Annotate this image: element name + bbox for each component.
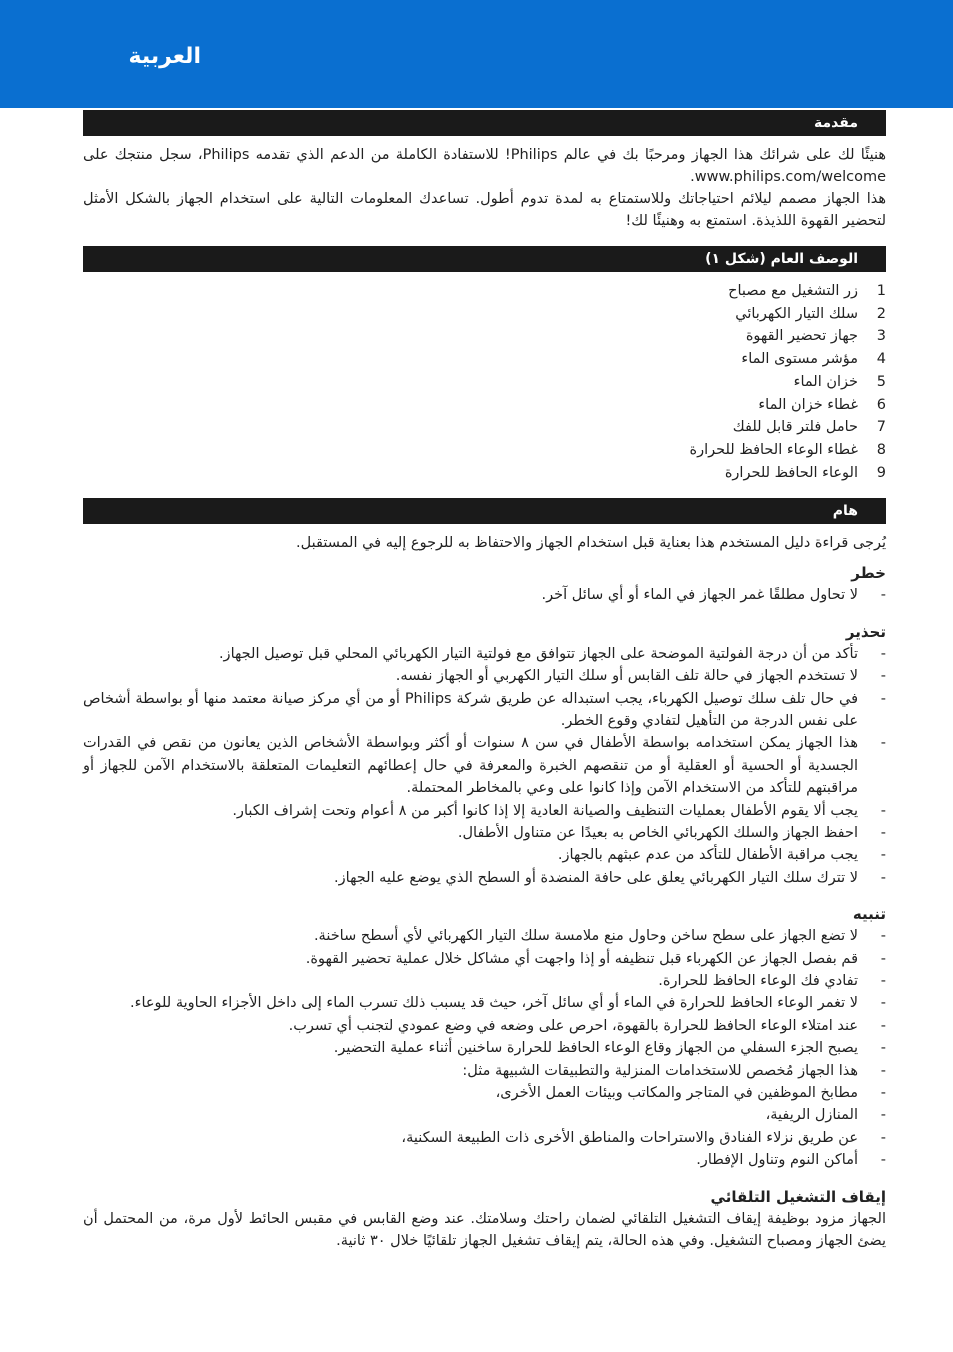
warning-heading: تحذير xyxy=(845,622,886,641)
item-text: لا تضع الجهاز على سطح ساخن وحاول منع ملامسة سلك التيار الكهربائي لأي أسطح ساخنة. xyxy=(313,928,858,945)
list-item: - هذا الجهاز مُخصص للاستخدامات المنزلية والتطبيقات الشبيهة مثل: xyxy=(83,1060,886,1082)
item-number: 8 xyxy=(876,441,886,458)
list-item: - هذا الجهاز يمكن استخدامه بواسطة الأطفال في سن ٨ سنوات أو أكثر وبواسطة الأشخاص الذين يعانون من نقص في القدرات الجسدية أو الحسية أو العقلية أو من تنقصهم الخبرة والمعرفة في حال إعطائهم التعليمات المتعلقة بالاستخدام الآمن للجهاز أو مراقبتهم للتأكد من الاستخدام الآمن وإذا كانوا على وعي بالمخاطر المحتملة. xyxy=(83,732,886,799)
caution-list xyxy=(83,925,886,1171)
list-item: - قم بفصل الجهاز عن الكهرباء قبل تنظيفه أو إذا واجهت أي مشاكل خلال عملية تحضير القهوة. xyxy=(83,948,886,970)
item-text: حامل فلتر قابل للفك xyxy=(732,419,858,436)
item-text: لا تترك سلك التيار الكهربائي يعلق على حافة المنضدة أو السطح الذي يوضع عليه الجهاز. xyxy=(334,869,858,886)
item-text: لا تستخدم الجهاز في حالة تلف القابس أو سلك التيار الكهربي أو الجهاز نفسه. xyxy=(395,668,858,685)
item-text: هذا الجهاز مُخصص للاستخدامات المنزلية والتطبيقات الشبيهة مثل: xyxy=(462,1062,858,1079)
list-item: - المنازل الريفية، xyxy=(83,1104,886,1126)
item-text: مؤشر مستوى الماء xyxy=(741,351,858,368)
list-item: - عن طريق نزلاء الفنادق والاستراحات والمناطق الأخرى ذات الطبيعة السكنية، xyxy=(83,1127,886,1149)
item-text: لا تحاول مطلقًا غمر الجهاز في الماء أو أي سائل آخر. xyxy=(541,587,858,604)
parts-list-item xyxy=(83,416,886,439)
item-number: 9 xyxy=(876,464,886,481)
intro-paragraph-1: هنيئًا لك على شرائك هذا الجهاز ومرحبًا بك في عالم Philips! للاستفادة الكاملة من الدعم الذي تقدمه Philips، سجل منتجك على www.philips.com/welcome. xyxy=(83,147,886,185)
list-item: - عند امتلاء الوعاء الحافظ للحرارة بالقهوة، احرص على وضعه في وضع عمودي لتجنب أي تسرب. xyxy=(83,1015,886,1037)
item-text: مطابخ الموظفين في المتاجر والمكاتب وبيئات العمل الأخرى، xyxy=(495,1085,858,1102)
parts-list-item xyxy=(83,280,886,303)
autooff-heading: إيقاف التشغيل التلقائي xyxy=(710,1187,886,1206)
parts-list-item xyxy=(83,439,886,462)
item-number: 6 xyxy=(876,396,886,413)
item-text: الوعاء الحافظ للحرارة xyxy=(724,464,858,481)
item-text: تأكد من أن درجة الفولتية الموضحة على الجهاز تتوافق مع فولتية التيار الكهربائي المحلي قبل توصيل الجهاز. xyxy=(218,645,858,662)
item-number: 3 xyxy=(876,328,886,345)
parts-list-item xyxy=(83,371,886,394)
item-text: تفادي فك الوعاء الحافظ للحرارة. xyxy=(658,973,858,990)
item-text: في حال تلف سلك توصيل الكهرباء، يجب استبداله عن طريق شركة Philips أو من أي مركز صيانة معتمد منها أو بواسطة أشخاص على نفس الدرجة من التأهيل لتفادي وقوع الخطر. xyxy=(83,690,859,729)
parts-list xyxy=(83,280,886,484)
list-item: - لا تغمر الوعاء الحافظ للحرارة في الماء أو أي سائل آخر، حيث قد يسبب ذلك تسرب الماء إلى داخل الأجزاء الحاوية للوعاء. xyxy=(83,992,886,1014)
parts-list-item xyxy=(83,462,886,485)
section-bar-intro: مقدمة xyxy=(83,110,886,136)
item-text: عند امتلاء الوعاء الحافظ للحرارة بالقهوة، احرص على وضعه في وضع عمودي لتجنب أي تسرب. xyxy=(288,1017,858,1034)
item-number: 1 xyxy=(876,283,886,299)
important-intro: يُرجى قراءة دليل المستخدم هذا بعناية قبل استخدام الجهاز والاحتفاظ به للرجوع إليه في المستقبل. xyxy=(296,535,886,552)
section-bar-important: هام xyxy=(83,498,886,524)
item-text: يجب ألا يقوم الأطفال بعمليات التنظيف والصيانة العادية إلا إذا كانوا أكبر من ٨ أعوام وتحت إشراف الكبار. xyxy=(232,802,858,819)
list-item: - لا تضع الجهاز على سطح ساخن وحاول منع ملامسة سلك التيار الكهربائي لأي أسطح ساخنة. xyxy=(83,925,886,947)
caution-heading: تنبيه xyxy=(852,905,886,924)
list-item: - تفادي فك الوعاء الحافظ للحرارة. xyxy=(83,970,886,992)
item-text: زر التشغيل مع مصباح xyxy=(728,283,858,299)
item-text: لا تغمر الوعاء الحافظ للحرارة في الماء أو أي سائل آخر، حيث قد يسبب ذلك تسرب الماء إلى داخل الأجزاء الحاوية للوعاء. xyxy=(130,995,858,1012)
item-number: 5 xyxy=(876,373,886,390)
item-number: 4 xyxy=(876,351,886,368)
list-item: - مطابخ الموظفين في المتاجر والمكاتب وبيئات العمل الأخرى، xyxy=(83,1082,886,1104)
intro-paragraph-2: هذا الجهاز مصمم ليلائم احتياجاتك وللاستمتاع به لمدة تدوم أطول. تساعدك المعلومات التالية على استخدام الجهاز بالشكل الأمثل لتحضير القهوة اللذيذة. استمتع به وهنيئًا لك! xyxy=(83,191,886,229)
item-text: عن طريق نزلاء الفنادق والاستراحات والمناطق الأخرى ذات الطبيعة السكنية، xyxy=(401,1129,858,1146)
autooff-paragraph: الجهاز مزود بوظيفة إيقاف التشغيل التلقائي لضمان راحتك وسلامتك. عند وضع القابس في مقبس الحائط لأول مرة، من المحتمل أن يضئ الجهاز ومصباح التشغيل. وفي هذه الحالة، يتم إيقاف تشغيل الجهاز تلقائيًا خلال ٣٠ ثانية. xyxy=(83,1210,886,1249)
list-item: - لا تحاول مطلقًا غمر الجهاز في الماء أو أي سائل آخر. xyxy=(83,584,886,606)
item-text: غطاء خزان الماء xyxy=(758,396,858,413)
item-text: هذا الجهاز يمكن استخدامه بواسطة الأطفال في سن ٨ سنوات أو أكثر وبواسطة الأشخاص الذين يعانون من نقص في القدرات الجسدية أو الحسية أو العقلية أو من تنقصهم الخبرة والمعرفة في حال إعطائهم التعليمات المتعلقة بالاستخدام الآمن للجهاز أو مراقبتهم للتأكد من الاستخدام الآمن وإذا كانوا على وعي بالمخاطر المحتملة. xyxy=(83,735,858,797)
item-number: 2 xyxy=(876,305,886,322)
item-text: أماكن النوم وتناول الإفطار. xyxy=(696,1152,858,1169)
parts-list-item xyxy=(83,303,886,326)
list-item: - احفظ الجهاز والسلك الكهربائي الخاص به بعيدًا عن متناول الأطفال. xyxy=(83,822,886,844)
item-text: قم بفصل الجهاز عن الكهرباء قبل تنظيفه أو إذا واجهت أي مشاكل خلال عملية تحضير القهوة. xyxy=(305,950,858,967)
danger-heading: خطر xyxy=(851,564,886,583)
parts-list-item xyxy=(83,394,886,417)
section-bar-general: الوصف العام (شكل ١) xyxy=(83,246,886,272)
list-item: - في حال تلف سلك توصيل الكهرباء، يجب استبداله عن طريق شركة Philips أو من أي مركز صيانة معتمد منها أو بواسطة أشخاص على نفس الدرجة من التأهيل لتفادي وقوع الخطر. xyxy=(83,688,886,733)
parts-list-item xyxy=(83,348,886,371)
item-text: جهاز تحضير القهوة xyxy=(745,328,858,345)
item-text: خزان الماء xyxy=(793,373,858,390)
item-text: يجب مراقبة الأطفال للتأكد من عدم عبثهم بالجهاز. xyxy=(557,847,858,864)
list-item: - يجب مراقبة الأطفال للتأكد من عدم عبثهم بالجهاز. xyxy=(83,844,886,866)
list-item: - أماكن النوم وتناول الإفطار. xyxy=(83,1149,886,1171)
document-body xyxy=(83,108,886,1252)
list-item: - يصبح الجزء السفلي من الجهاز وقاع الوعاء الحافظ للحرارة ساخنين أثناء عملية التحضير. xyxy=(83,1037,886,1059)
list-item: - لا تترك سلك التيار الكهربائي يعلق على حافة المنضدة أو السطح الذي يوضع عليه الجهاز. xyxy=(83,867,886,889)
list-item: - لا تستخدم الجهاز في حالة تلف القابس أو سلك التيار الكهربي أو الجهاز نفسه. xyxy=(83,665,886,687)
list-item: - تأكد من أن درجة الفولتية الموضحة على الجهاز تتوافق مع فولتية التيار الكهربائي المحلي قبل توصيل الجهاز. xyxy=(83,643,886,665)
item-text: غطاء الوعاء الحافظ للحرارة xyxy=(689,441,858,458)
language-title: العربية xyxy=(128,44,201,69)
item-text: احفظ الجهاز والسلك الكهربائي الخاص به بعيدًا عن متناول الأطفال. xyxy=(457,824,858,841)
header-band xyxy=(0,0,953,108)
parts-list-item xyxy=(83,325,886,348)
item-number: 7 xyxy=(876,419,886,436)
warning-list xyxy=(83,643,886,889)
list-item: - يجب ألا يقوم الأطفال بعمليات التنظيف والصيانة العادية إلا إذا كانوا أكبر من ٨ أعوام وتحت إشراف الكبار. xyxy=(83,800,886,822)
item-text: المنازل الريفية، xyxy=(765,1107,858,1124)
item-text: سلك التيار الكهربائي xyxy=(735,305,858,322)
item-text: يصبح الجزء السفلي من الجهاز وقاع الوعاء الحافظ للحرارة ساخنين أثناء عملية التحضير. xyxy=(333,1040,858,1057)
danger-list xyxy=(83,584,886,606)
